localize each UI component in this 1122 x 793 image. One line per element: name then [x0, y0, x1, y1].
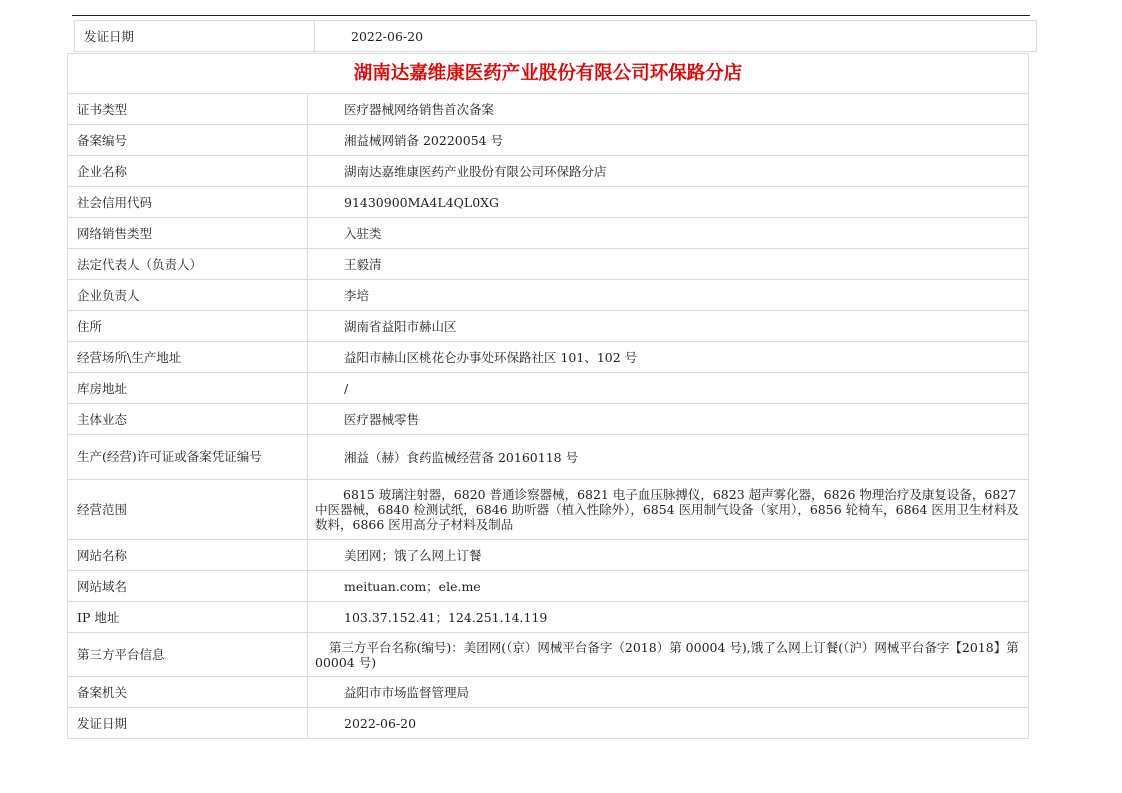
field-value: 6815 玻璃注射器，6820 普通诊察器械，6821 电子血压脉搏仪，6823 超声雾化器，6826 物理治疗及康复设备，6827 中医器械，6840 检测试纸，6846 助听器（植入性除外），6854 医用制气设备（家用），6856 轮椅车，6864 医用卫生材料及数料，6866 医用高分子材料及制品	[308, 480, 1029, 540]
field-label: 网站域名	[68, 571, 308, 602]
table-row	[68, 156, 1029, 187]
table-row	[68, 480, 1029, 540]
field-label: 主体业态	[68, 404, 308, 435]
table-row	[68, 633, 1029, 677]
field-value: 益阳市市场监督管理局	[308, 677, 1029, 708]
company-title: 湖南达嘉维康医药产业股份有限公司环保路分店	[68, 54, 1029, 94]
field-value: 美团网；饿了么网上订餐	[308, 540, 1029, 571]
title-row	[68, 54, 1029, 94]
field-value: 医疗器械网络销售首次备案	[308, 94, 1029, 125]
field-value: 入驻类	[308, 218, 1029, 249]
field-label: 生产(经营)许可证或备案凭证编号	[68, 435, 308, 480]
field-value: 李培	[308, 280, 1029, 311]
field-value: 湖南达嘉维康医药产业股份有限公司环保路分店	[308, 156, 1029, 187]
table-row	[68, 218, 1029, 249]
field-label: 法定代表人（负责人）	[68, 249, 308, 280]
table-row	[68, 311, 1029, 342]
table-row	[68, 373, 1029, 404]
table-row	[68, 435, 1029, 480]
table-row	[68, 94, 1029, 125]
top-rule	[72, 15, 1030, 16]
field-value: 湘益（赫）食药监械经营备 20160118 号	[308, 435, 1029, 480]
field-value: 益阳市赫山区桃花仑办事处环保路社区 101、102 号	[308, 342, 1029, 373]
field-label: 企业名称	[68, 156, 308, 187]
field-value: meituan.com；ele.me	[308, 571, 1029, 602]
field-value: /	[308, 373, 1029, 404]
table-row	[68, 187, 1029, 218]
table-row	[68, 342, 1029, 373]
table-row	[68, 677, 1029, 708]
field-value: 王毅清	[308, 249, 1029, 280]
field-value: 91430900MA4L4QL0XG	[308, 187, 1029, 218]
table-row	[68, 571, 1029, 602]
field-label: 备案机关	[68, 677, 308, 708]
field-label: IP 地址	[68, 602, 308, 633]
field-label: 网络销售类型	[68, 218, 308, 249]
field-value: 103.37.152.41；124.251.14.119	[308, 602, 1029, 633]
field-label: 社会信用代码	[68, 187, 308, 218]
field-label: 住所	[68, 311, 308, 342]
field-label: 库房地址	[68, 373, 308, 404]
table-row	[68, 280, 1029, 311]
field-value: 医疗器械零售	[308, 404, 1029, 435]
table-row	[75, 21, 1037, 52]
field-value: 湖南省益阳市赫山区	[308, 311, 1029, 342]
table-row	[68, 602, 1029, 633]
field-label: 经营范围	[68, 480, 308, 540]
table-row	[68, 404, 1029, 435]
field-value: 2022-06-20	[315, 21, 1037, 52]
table-row	[68, 708, 1029, 739]
top-date-table	[74, 20, 1037, 52]
field-value: 湘益械网销备 20220054 号	[308, 125, 1029, 156]
field-value: 2022-06-20	[308, 708, 1029, 739]
field-label: 网站名称	[68, 540, 308, 571]
field-label: 经营场所\生产地址	[68, 342, 308, 373]
field-label: 第三方平台信息	[68, 633, 308, 677]
table-row	[68, 249, 1029, 280]
table-row	[68, 540, 1029, 571]
record-table	[67, 53, 1029, 739]
field-label: 发证日期	[68, 708, 308, 739]
field-label: 证书类型	[68, 94, 308, 125]
field-label: 备案编号	[68, 125, 308, 156]
field-label: 发证日期	[75, 21, 315, 52]
field-value: 第三方平台名称(编号)：美团网(（京）网械平台备字（2018）第 00004 号),饿了么网上订餐(（沪）网械平台备字【2018】第 00004 号)	[308, 633, 1029, 677]
table-row	[68, 125, 1029, 156]
field-label: 企业负责人	[68, 280, 308, 311]
